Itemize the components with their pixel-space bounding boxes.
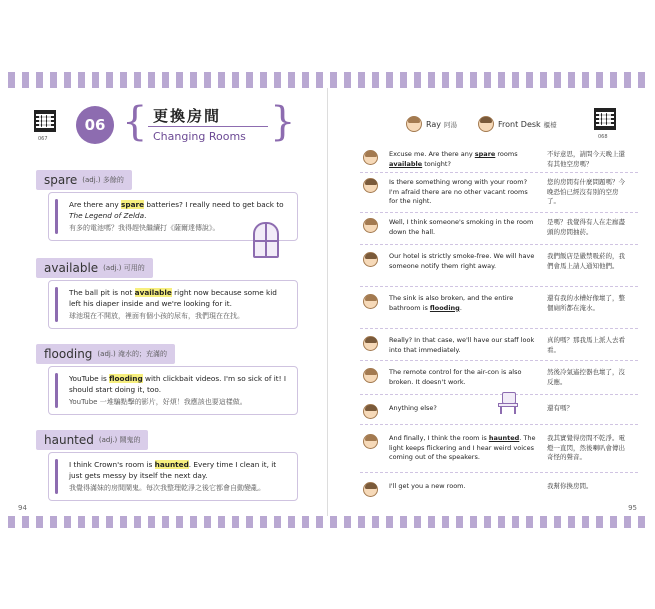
dialogue-divider bbox=[360, 286, 638, 287]
vocab-tag-available bbox=[36, 258, 153, 278]
title-divider bbox=[148, 126, 268, 127]
dialogue-zh: 我幫你換房間。 bbox=[547, 482, 593, 490]
example-zh: 有多的電池嗎？我得趕快繼續打《薩爾達傳說》。 bbox=[69, 224, 220, 232]
speaker-name: Ray bbox=[426, 119, 442, 129]
lesson-title-en: Changing Rooms bbox=[153, 130, 246, 143]
front-desk-avatar-icon bbox=[363, 252, 378, 267]
qr-code-left[interactable] bbox=[34, 110, 56, 132]
speaker-front-desk bbox=[478, 116, 557, 132]
example-zh: YouTube 一堆騙點擊的影片，好煩！我應該也要這樣做。 bbox=[69, 398, 247, 406]
dialogue-zh: 我其實覺得房間不乾淨。電燈一直閃，然後喇叭會傳出奇怪的聲音。 bbox=[547, 434, 625, 461]
speaker-name-zh: 櫃檯 bbox=[543, 120, 557, 129]
window-illustration-icon bbox=[253, 222, 279, 258]
front-desk-avatar-icon bbox=[363, 178, 378, 193]
front-desk-avatar-icon bbox=[363, 336, 378, 351]
vocab-tag-spare bbox=[36, 170, 132, 190]
dialogue-zh: 真的嗎？那我馬上派人去看看。 bbox=[547, 336, 625, 354]
vocab-example-card bbox=[48, 452, 298, 501]
dialogue-divider bbox=[360, 424, 638, 425]
qr-code-right[interactable] bbox=[594, 108, 616, 130]
vocab-example-card bbox=[48, 280, 298, 329]
example-zh: 我覺得滿妹的房間鬧鬼。每次我整理乾淨之後它都會自動變亂。 bbox=[69, 484, 265, 492]
vocab-tag-flooding bbox=[36, 344, 175, 364]
vocab-pos: (adj.) 淹水的；充滿的 bbox=[97, 350, 168, 358]
speaker-name: Front Desk bbox=[498, 119, 541, 129]
speaker-ray bbox=[406, 116, 457, 132]
ray-avatar-icon bbox=[363, 434, 378, 449]
dialogue-divider bbox=[360, 172, 638, 173]
front-desk-avatar-icon bbox=[363, 482, 378, 497]
card-accent-bar bbox=[55, 199, 58, 234]
dialogue-divider bbox=[360, 328, 638, 329]
qr-code-label: 067 bbox=[38, 136, 48, 142]
vocab-word: spare bbox=[44, 173, 78, 187]
example-en: I think Crown's room is haunted. Every time I clean it, it just gets messy by itself the next day. bbox=[69, 460, 277, 480]
vocab-tag-haunted bbox=[36, 430, 148, 450]
example-en: The ball pit is not available right now because some kid left his diaper inside and we're looking for it. bbox=[69, 288, 277, 308]
page-number-left: 94 bbox=[18, 504, 27, 512]
dialogue-divider bbox=[360, 360, 638, 361]
dialogue-en: Excuse me. Are there any spare rooms available tonight? bbox=[389, 150, 518, 168]
chair-illustration-icon bbox=[496, 392, 520, 414]
ray-avatar-icon bbox=[363, 368, 378, 383]
ray-avatar-icon bbox=[363, 218, 378, 233]
book-spread bbox=[8, 72, 647, 528]
dialogue-en: Well, I think someone's smoking in the room down the hall. bbox=[389, 218, 534, 236]
vocab-pos: (adj.) 多餘的 bbox=[82, 176, 124, 184]
ray-avatar-icon bbox=[406, 116, 422, 132]
ray-avatar-icon bbox=[363, 150, 378, 165]
dialogue-en: Is there something wrong with your room? I'm afraid there are no other vacant rooms for the night. bbox=[389, 178, 528, 205]
front-desk-avatar-icon bbox=[478, 116, 494, 132]
dialogue-zh: 然後冷氣遙控器也壞了，沒反應。 bbox=[547, 368, 625, 386]
dialogue-en: And finally, I think the room is haunted. The light keeps flickering and I hear weird voices coming out of the speakers. bbox=[389, 434, 536, 461]
card-accent-bar bbox=[55, 373, 58, 408]
dialogue-en: The sink is also broken, and the entire bathroom is flooding. bbox=[389, 294, 514, 312]
dialogue-zh: 是嗎？我覺得有人在走廊盡頭的房間抽菸。 bbox=[547, 218, 625, 236]
vocab-word: haunted bbox=[44, 433, 94, 447]
page-number-right: 95 bbox=[628, 504, 637, 512]
dialogue-en: The remote control for the air-con is also broken. It doesn't work. bbox=[389, 368, 522, 386]
vocab-word: flooding bbox=[44, 347, 93, 361]
dialogue-divider bbox=[360, 244, 638, 245]
top-stripe-border bbox=[8, 72, 647, 88]
card-accent-bar bbox=[55, 287, 58, 322]
dialogue-zh: 不好意思，請問今天晚上還有其他空房嗎？ bbox=[547, 150, 625, 168]
dialogue-en: Our hotel is strictly smoke-free. We will have someone notify them right away. bbox=[389, 252, 535, 270]
dialogue-en: Anything else? bbox=[389, 404, 437, 412]
lesson-number-badge: 06 bbox=[76, 106, 114, 144]
dialogue-divider bbox=[360, 472, 638, 473]
lesson-title-zh: 更換房間 bbox=[153, 107, 222, 125]
example-en: YouTube is flooding with clickbait videos. I'm so sick of it! I should start doing it, too. bbox=[69, 374, 287, 394]
dialogue-zh: 還有嗎？ bbox=[547, 404, 573, 412]
dialogue-en: Really? In that case, we'll have our staff look into that immediately. bbox=[389, 336, 535, 354]
vocab-pos: (adj.) 可用的 bbox=[103, 264, 145, 272]
ray-avatar-icon bbox=[363, 294, 378, 309]
vocab-pos: (adj.) 鬧鬼的 bbox=[98, 436, 141, 444]
vocab-word: available bbox=[44, 261, 99, 275]
dialogue-en: I'll get you a new room. bbox=[389, 482, 466, 490]
left-brace-decoration: { bbox=[122, 99, 148, 145]
bottom-stripe-border bbox=[8, 516, 647, 528]
speaker-name-zh: 阿湯 bbox=[444, 120, 458, 129]
front-desk-avatar-icon bbox=[363, 404, 378, 419]
dialogue-zh: 我們飯店是嚴禁吸菸的，我們會馬上請人通知他們。 bbox=[547, 252, 625, 270]
qr-code-label: 068 bbox=[598, 134, 608, 140]
right-brace-decoration: } bbox=[270, 99, 296, 145]
example-zh: 球池現在不開放，裡面有個小孩的尿布，我們現在在找。 bbox=[69, 312, 244, 320]
book-spine bbox=[327, 88, 328, 516]
dialogue-zh: 您的房間有什麼問題嗎？今晚恐怕已經沒有別的空房了。 bbox=[547, 178, 625, 205]
dialogue-divider bbox=[360, 212, 638, 213]
example-en: Are there any spare batteries? I really need to get back to The Legend of Zelda. bbox=[69, 200, 284, 220]
dialogue-zh: 還有我的水槽好像壞了，整個廁所都在淹水。 bbox=[547, 294, 625, 312]
card-accent-bar bbox=[55, 459, 58, 494]
vocab-example-card bbox=[48, 366, 298, 415]
